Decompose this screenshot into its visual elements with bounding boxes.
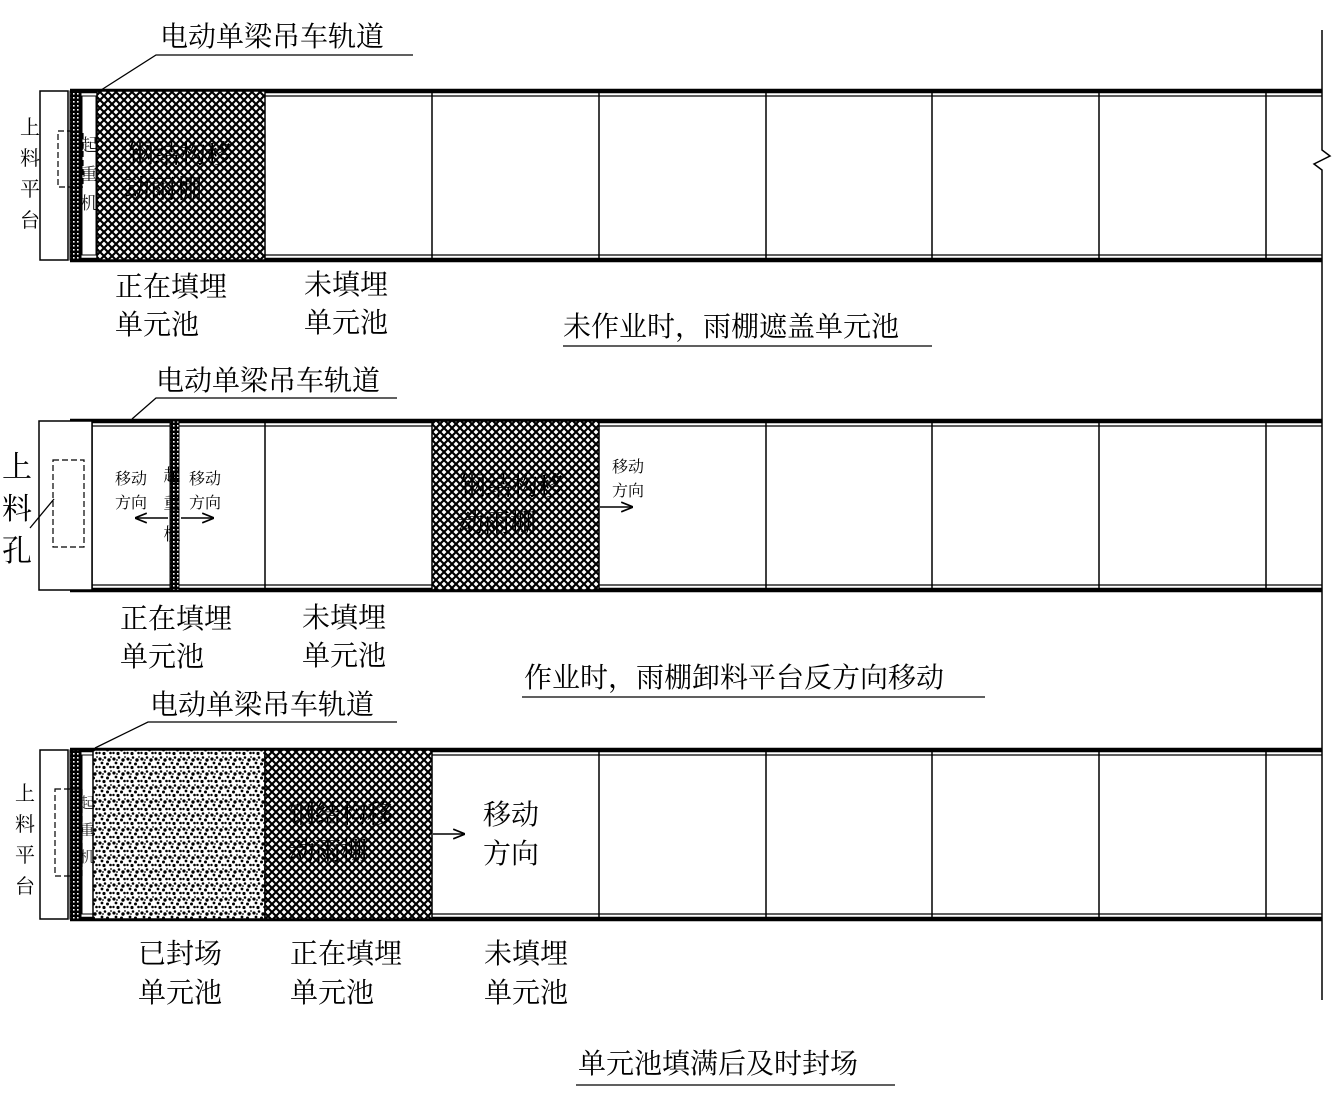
svg-text:上: 上	[15, 781, 35, 805]
cell-label-unfilled	[302, 601, 386, 672]
lifter-label	[164, 466, 181, 545]
svg-text:未填埋: 未填埋	[302, 601, 387, 634]
svg-text:正在填埋: 正在填埋	[290, 937, 403, 970]
svg-text:方向: 方向	[189, 493, 222, 512]
feed-platform-label	[15, 781, 35, 898]
svg-text:单元池: 单元池	[304, 306, 389, 339]
svg-text:钢结构移: 钢结构移	[289, 800, 394, 830]
svg-text:重: 重	[80, 165, 98, 185]
panel-3	[40, 750, 1322, 919]
svg-text:机: 机	[79, 848, 95, 866]
direction-shed-label	[483, 798, 539, 870]
direction-left-label	[115, 469, 147, 512]
svg-text:料: 料	[20, 146, 40, 170]
svg-text:料: 料	[2, 492, 32, 527]
sealed-pool	[93, 750, 265, 919]
svg-text:机: 机	[163, 525, 181, 545]
svg-text:起: 起	[80, 136, 98, 156]
svg-text:移动: 移动	[115, 469, 148, 488]
panel-1	[40, 91, 1322, 260]
svg-text:平: 平	[15, 843, 35, 867]
svg-text:方向: 方向	[612, 481, 645, 500]
svg-text:已封场: 已封场	[138, 937, 223, 970]
panel-caption: 作业时，雨棚卸料平台反方向移动	[524, 661, 945, 694]
break-line	[1314, 30, 1330, 1000]
svg-text:正在填埋: 正在填埋	[120, 602, 233, 635]
svg-text:重: 重	[79, 821, 95, 839]
svg-text:平: 平	[20, 177, 40, 201]
svg-text:钢结构移: 钢结构移	[128, 140, 233, 170]
svg-text:动雨棚: 动雨棚	[289, 837, 368, 867]
svg-text:未填埋: 未填埋	[484, 937, 569, 970]
svg-text:钢结构移: 钢结构移	[460, 472, 565, 502]
feed-platform-label	[20, 115, 40, 232]
svg-text:方向: 方向	[483, 837, 540, 870]
panel-2	[39, 421, 1322, 590]
svg-text:方向: 方向	[115, 493, 148, 512]
panel-caption: 单元池填满后及时封场	[578, 1047, 859, 1080]
svg-text:移动: 移动	[612, 457, 645, 476]
direction-right-label	[189, 469, 221, 512]
svg-text:动雨棚: 动雨棚	[124, 175, 203, 205]
direction-shed-label	[612, 457, 644, 500]
svg-text:单元池: 单元池	[302, 639, 387, 672]
lifter-label	[79, 794, 94, 866]
lifter-label	[81, 136, 98, 214]
crane-rail-label: 电动单梁吊车轨道	[156, 364, 381, 397]
pool-grid	[70, 421, 1322, 590]
svg-text:起: 起	[79, 794, 95, 812]
svg-text:单元池: 单元池	[138, 976, 223, 1009]
svg-text:料: 料	[15, 812, 35, 836]
panel-caption: 未作业时，雨棚遮盖单元池	[563, 310, 900, 343]
steel-shed	[265, 750, 432, 919]
cell-label-filling	[290, 937, 402, 1009]
cell-label-unfilled	[304, 268, 388, 339]
svg-text:孔: 孔	[2, 534, 32, 569]
crane-rail	[70, 91, 81, 260]
cell-label-filling	[115, 270, 227, 341]
svg-text:移动: 移动	[189, 469, 222, 488]
svg-text:移动: 移动	[483, 798, 540, 831]
svg-text:台: 台	[20, 208, 40, 232]
crane-rail-label: 电动单梁吊车轨道	[150, 688, 375, 721]
svg-text:机: 机	[80, 194, 98, 214]
svg-text:动雨棚: 动雨棚	[458, 509, 537, 539]
svg-text:起: 起	[163, 466, 181, 486]
cell-label-filling	[120, 602, 232, 673]
svg-text:单元池: 单元池	[120, 640, 205, 673]
cell-label-unfilled	[484, 937, 568, 1009]
svg-text:上: 上	[20, 115, 40, 139]
svg-text:台: 台	[15, 874, 35, 898]
steel-shed	[432, 421, 599, 590]
feed-platform	[40, 91, 68, 260]
svg-text:未填埋: 未填埋	[304, 268, 389, 301]
crane-rail-label: 电动单梁吊车轨道	[160, 20, 385, 53]
cell-label-sealed	[138, 937, 222, 1009]
feed-hole-label	[2, 450, 32, 569]
feed-platform	[40, 750, 68, 919]
svg-text:正在填埋: 正在填埋	[115, 270, 228, 303]
svg-text:重: 重	[163, 494, 181, 514]
svg-text:上: 上	[2, 450, 32, 485]
svg-text:单元池: 单元池	[484, 976, 569, 1009]
svg-text:单元池: 单元池	[115, 308, 200, 341]
svg-text:单元池: 单元池	[290, 976, 375, 1009]
